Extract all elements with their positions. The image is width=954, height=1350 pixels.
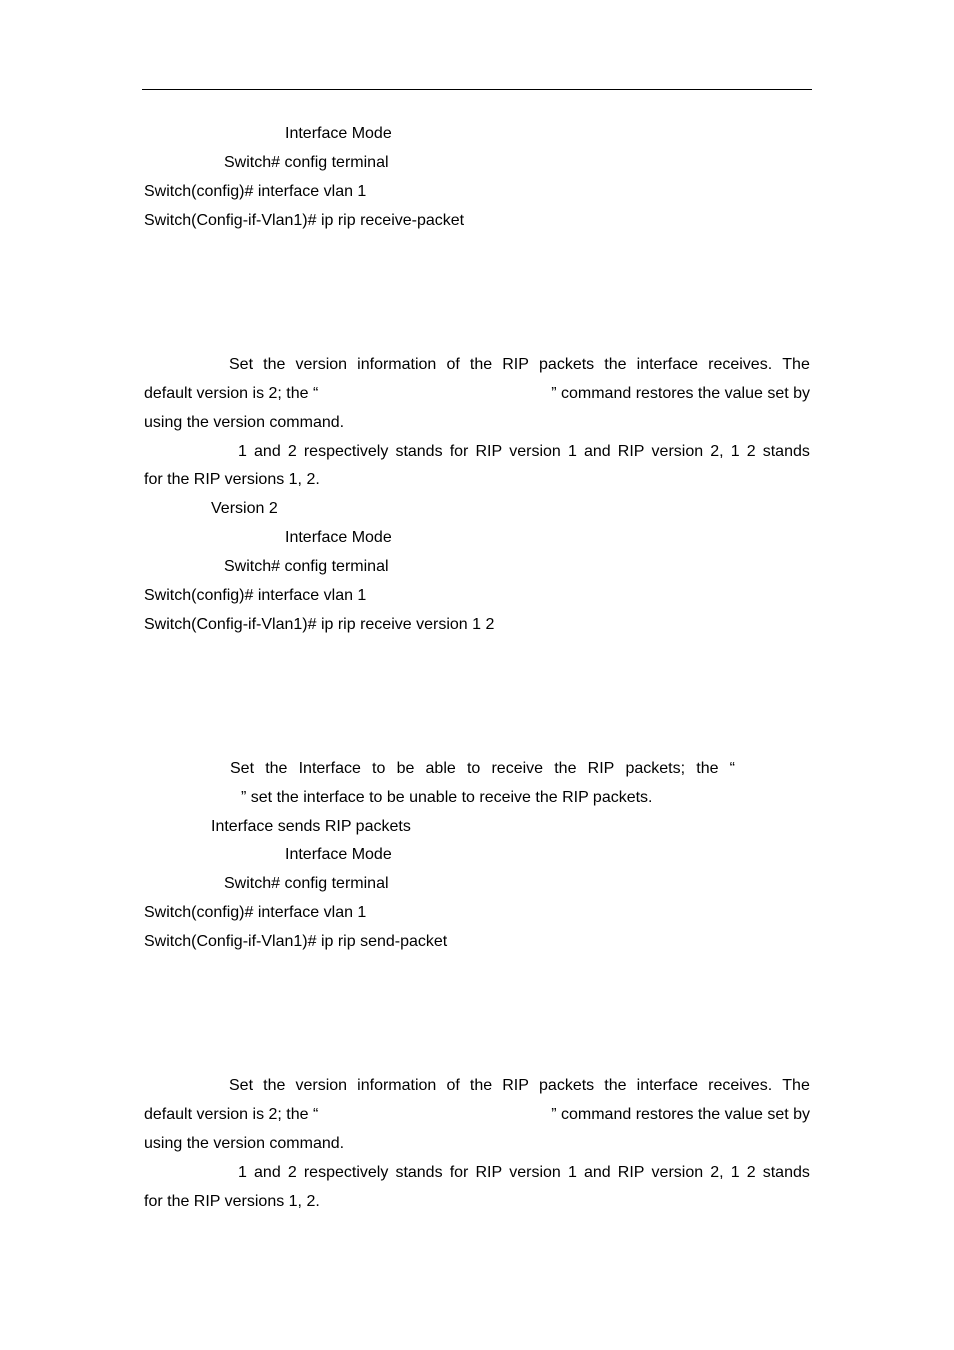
word: Set [229, 356, 254, 373]
word: able [425, 760, 456, 777]
parameter-description [238, 1163, 810, 1183]
word: to [372, 760, 386, 777]
word: receive [491, 760, 544, 777]
example-line: Switch(Config-if-Vlan1)# ip rip receive-packet [144, 212, 465, 229]
function-description-line [144, 384, 810, 404]
word: RIP [502, 1077, 529, 1094]
word: packets [539, 1077, 595, 1094]
description-text: default version is 2; the “ [144, 1106, 319, 1123]
function-description [230, 759, 735, 779]
word: 2 [746, 443, 756, 460]
word: The [782, 356, 810, 373]
word: and [583, 443, 611, 460]
word: Set [229, 1077, 254, 1094]
example-line: Switch(Config-if-Vlan1)# ip rip send-packet [144, 933, 448, 950]
word: and [583, 1164, 611, 1181]
word: RIP [587, 760, 615, 777]
word: the [604, 356, 627, 373]
example-line: Switch# config terminal [224, 875, 389, 892]
word: version [295, 356, 348, 373]
word: Set [230, 760, 255, 777]
word: RIP [617, 443, 645, 460]
command-mode: Interface Mode [285, 125, 392, 142]
word: The [782, 1077, 810, 1094]
default-value: Version 2 [211, 500, 278, 517]
example-line: Switch(Config-if-Vlan1)# ip rip receive version 1 2 [144, 616, 495, 633]
word: stands [395, 1164, 443, 1181]
word: respectively [303, 443, 389, 460]
word: interface [636, 1077, 699, 1094]
function-description-line [144, 1105, 810, 1125]
word: interface [636, 356, 699, 373]
word: of [446, 356, 460, 373]
parameter-description-line: for the RIP versions 1, 2. [144, 471, 320, 488]
function-description-line: ” set the interface to be unable to receive the RIP packets. [241, 789, 653, 806]
description-text: ” command restores the value set by [551, 1106, 810, 1123]
word: and [254, 1164, 281, 1181]
word: to [466, 760, 481, 777]
function-description-line: using the version command. [144, 1135, 345, 1152]
word: 2, [710, 443, 724, 460]
word: version [295, 1077, 348, 1094]
word: version [651, 1164, 704, 1181]
word: 1 [238, 1164, 247, 1181]
word: receives. [708, 1077, 773, 1094]
word: packets; [625, 760, 686, 777]
description-text: ” command restores the value set by [551, 385, 810, 402]
word: Interface [298, 760, 361, 777]
word: be [396, 760, 415, 777]
word: version [509, 443, 561, 460]
word: information [357, 356, 437, 373]
word: the [469, 1077, 493, 1094]
word: the [604, 1077, 627, 1094]
word: RIP [475, 1164, 503, 1181]
word: the [696, 760, 719, 777]
default-value: Interface sends RIP packets [211, 818, 411, 835]
example-line: Switch(config)# interface vlan 1 [144, 587, 367, 604]
function-description [229, 1076, 810, 1096]
word: the [554, 760, 577, 777]
example-line: Switch(config)# interface vlan 1 [144, 904, 367, 921]
word: for [449, 443, 469, 460]
word: 2 [746, 1164, 756, 1181]
word: respectively [303, 1164, 389, 1181]
word: RIP [502, 356, 529, 373]
example-line: Switch# config terminal [224, 154, 389, 171]
word: and [254, 443, 281, 460]
word: for [449, 1164, 469, 1181]
word: 2 [287, 443, 297, 460]
word: 1 [238, 443, 247, 460]
word: information [357, 1077, 437, 1094]
word: 2 [287, 1164, 297, 1181]
word: 1 [730, 1164, 740, 1181]
example-line: Switch(config)# interface vlan 1 [144, 183, 367, 200]
command-mode: Interface Mode [285, 846, 392, 863]
word: of [446, 1077, 460, 1094]
word: the [263, 356, 286, 373]
word: the [265, 760, 288, 777]
word: RIP [617, 1164, 645, 1181]
word: the [263, 1077, 286, 1094]
word: stands [762, 1164, 810, 1181]
word: “ [729, 760, 735, 777]
parameter-description-line: for the RIP versions 1, 2. [144, 1193, 320, 1210]
word: stands [395, 443, 443, 460]
parameter-description [238, 442, 810, 462]
word: version [651, 443, 704, 460]
word: RIP [475, 443, 503, 460]
word: version [509, 1164, 561, 1181]
function-description [229, 355, 810, 375]
word: 1 [567, 443, 577, 460]
word: 2, [710, 1164, 724, 1181]
function-description-line: using the version command. [144, 414, 345, 431]
word: the [469, 356, 493, 373]
example-line: Switch# config terminal [224, 558, 389, 575]
word: stands [762, 443, 810, 460]
word: packets [539, 356, 595, 373]
word: receives. [708, 356, 773, 373]
header-rule [142, 89, 812, 90]
word: 1 [730, 443, 740, 460]
word: 1 [567, 1164, 577, 1181]
command-mode: Interface Mode [285, 529, 392, 546]
description-text: default version is 2; the “ [144, 385, 319, 402]
